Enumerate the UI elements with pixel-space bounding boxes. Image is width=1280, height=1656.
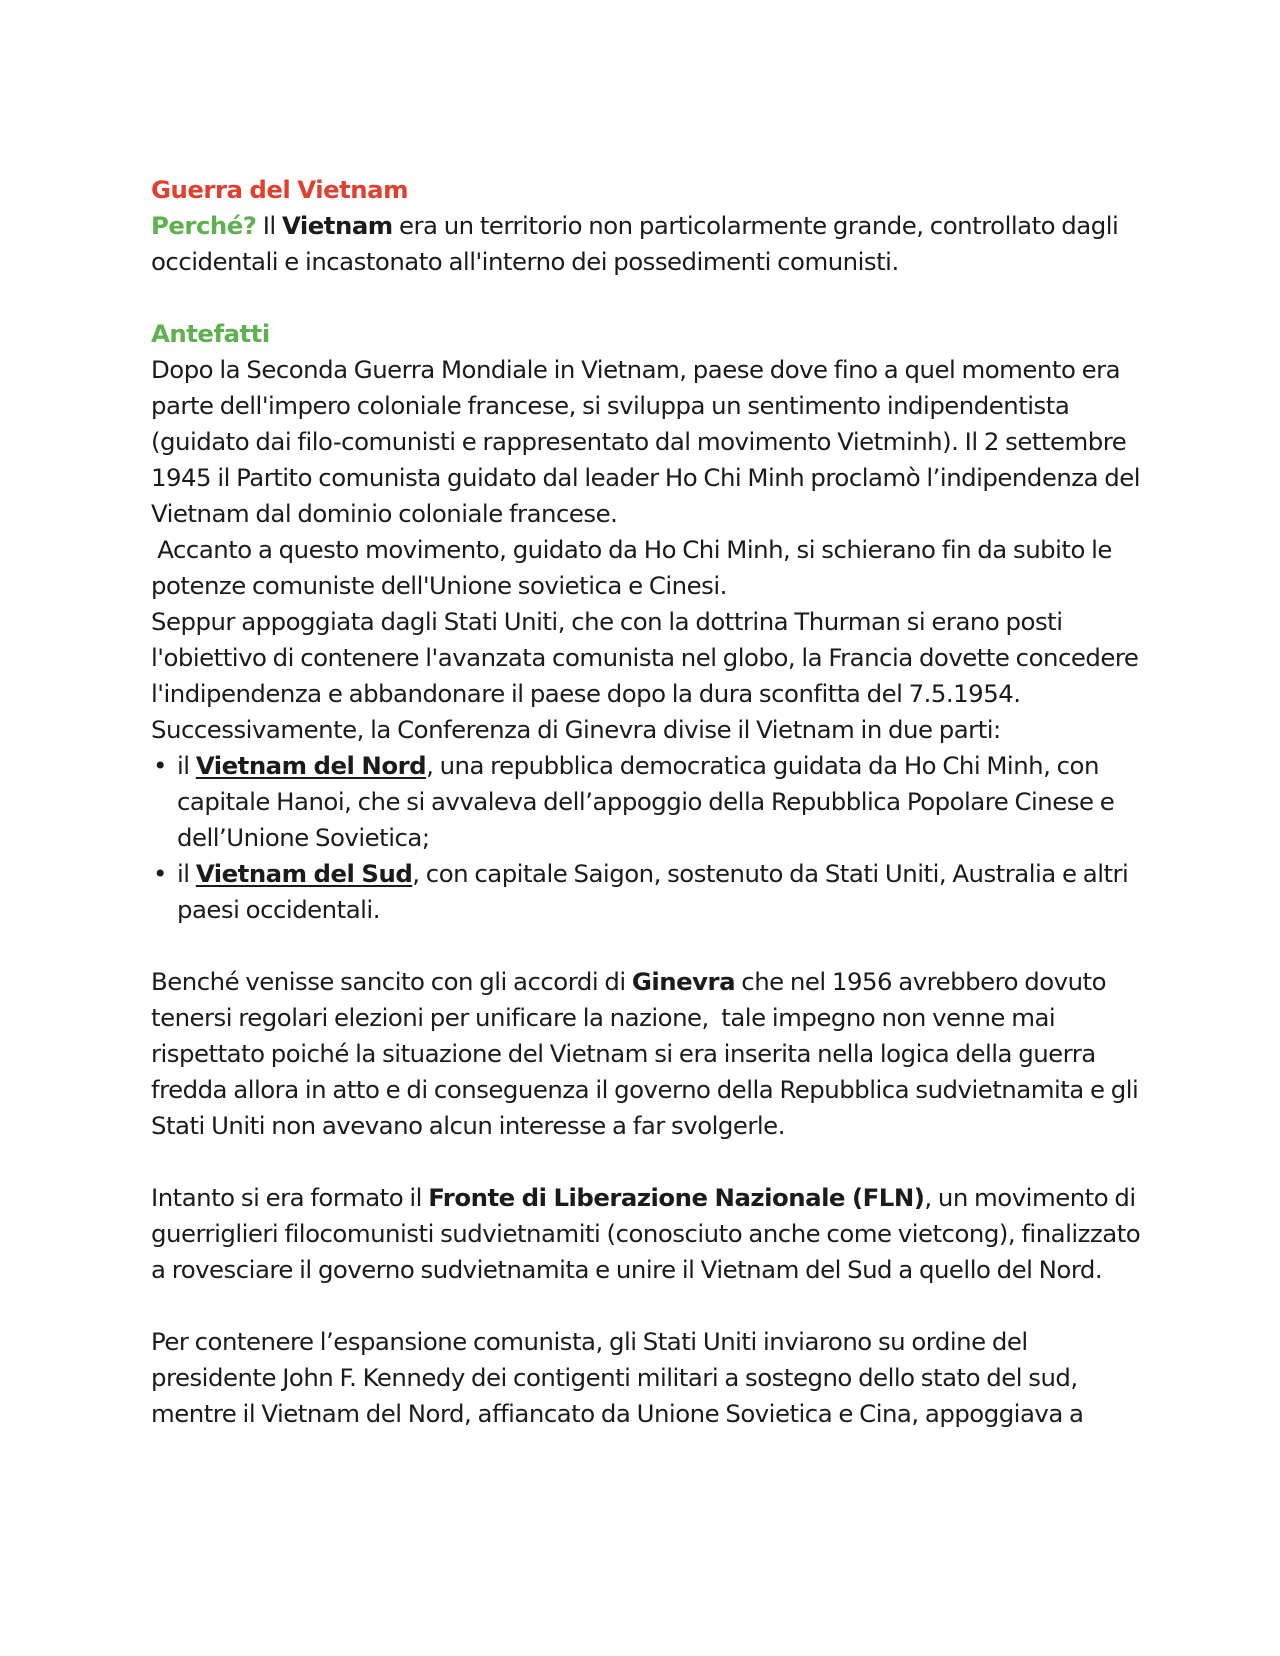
bullet-pre: il (177, 859, 196, 888)
bullet-rest: , con capitale Saigon, sostenuto da Stati Uniti, Australia e altri paesi occidentali. (177, 859, 1129, 924)
document-title (151, 172, 1151, 208)
why-label: Perché? (151, 211, 257, 240)
bullet-pre: il (177, 751, 196, 780)
title-text: Guerra del Vietnam (151, 175, 409, 204)
ginevra-paragraph (151, 964, 1151, 1144)
why-rest: era un territorio non particolarmente grande, controllato dagli occidentali e incastonato all'interno dei possedimenti comunisti. (151, 211, 1119, 276)
kennedy-paragraph: Per contenere l’espansione comunista, gli Stati Uniti inviarono su ordine del presidente John F. Kennedy dei contigenti militari a sostegno dello stato del sud, mentre il Vietnam del Nord, affiancato da Unione Sovietica e Cina, appoggiava a (151, 1327, 1084, 1428)
why-pre: Il (256, 211, 282, 240)
fln-bold: Fronte di Liberazione Nazionale (FLN) (428, 1183, 925, 1212)
list-item (151, 856, 1151, 928)
spacer (151, 928, 1151, 964)
document-page (151, 172, 1151, 1432)
ginevra-pre: Benché venisse sancito con gli accordi di (151, 967, 632, 996)
antefatti-paragraph-1: Dopo la Seconda Guerra Mondiale in Vietnam, paese dove fino a quel momento era parte dell'impero coloniale francese, si sviluppa un sentimento indipendentista (guidato dai filo-comunisti e rappresentato dal movimento Vietminh). Il 2 settembre 1945 il Partito comunista guidato dal leader Ho Chi Minh proclamò l’indipendenza del Vietnam dal dominio coloniale francese. (151, 355, 1141, 528)
why-paragraph (151, 208, 1151, 280)
list-item (151, 748, 1151, 856)
bullet-bold: Vietnam del Sud (195, 859, 413, 888)
antefatti-paragraph-2: Accanto a questo movimento, guidato da Ho Chi Minh, si schierano fin da subito le potenze comuniste dell'Unione sovietica e Cinesi. (151, 535, 1119, 600)
bullet-rest: , una repubblica democratica guidata da Ho Chi Minh, con capitale Hanoi, che si avvaleva dell’appoggio della Repubblica Popolare Cinese e dell’Unione Sovietica; (177, 751, 1115, 852)
spacer (151, 1288, 1151, 1324)
bullet-list (151, 748, 1151, 928)
why-bold: Vietnam (281, 211, 393, 240)
bullet-icon: • (153, 751, 167, 780)
ginevra-bold: Ginevra (631, 967, 736, 996)
antefatti-paragraph-3: Seppur appoggiata dagli Stati Uniti, che con la dottrina Thurman si erano posti l'obiettivo di contenere l'avanzata comunista nel globo, la Francia dovette concedere l'indipendenza e abbandonare il paese dopo la dura sconfitta del 7.5.1954. (151, 607, 1139, 708)
spacer (151, 1144, 1151, 1180)
spacer (151, 280, 1151, 316)
antefatti-heading (151, 316, 1151, 352)
antefatti-heading-text: Antefatti (151, 319, 270, 348)
ginevra-rest: che nel 1956 avrebbero dovuto tenersi regolari elezioni per unificare la nazione, tale impegno non venne mai rispettato poiché la situazione del Vietnam si era inserita nella logica della guerra fredda allora in atto e di conseguenza il governo della Repubblica sudvietnamita e gli Stati Uniti non avevano alcun interesse a far svolgerle. (151, 967, 1145, 1140)
antefatti-paragraph-4: Successivamente, la Conferenza di Ginevra divise il Vietnam in due parti: (151, 715, 1001, 744)
fln-pre: Intanto si era formato il (151, 1183, 429, 1212)
fln-paragraph (151, 1180, 1151, 1288)
bullet-bold: Vietnam del Nord (195, 751, 427, 780)
fln-rest: , un movimento di guerriglieri filocomunisti sudvietnamiti (conosciuto anche come vietcong), finalizzato a rovesciare il governo sudvietnamita e unire il Vietnam del Sud a quello del Nord. (151, 1183, 1141, 1284)
bullet-icon: • (153, 859, 167, 888)
